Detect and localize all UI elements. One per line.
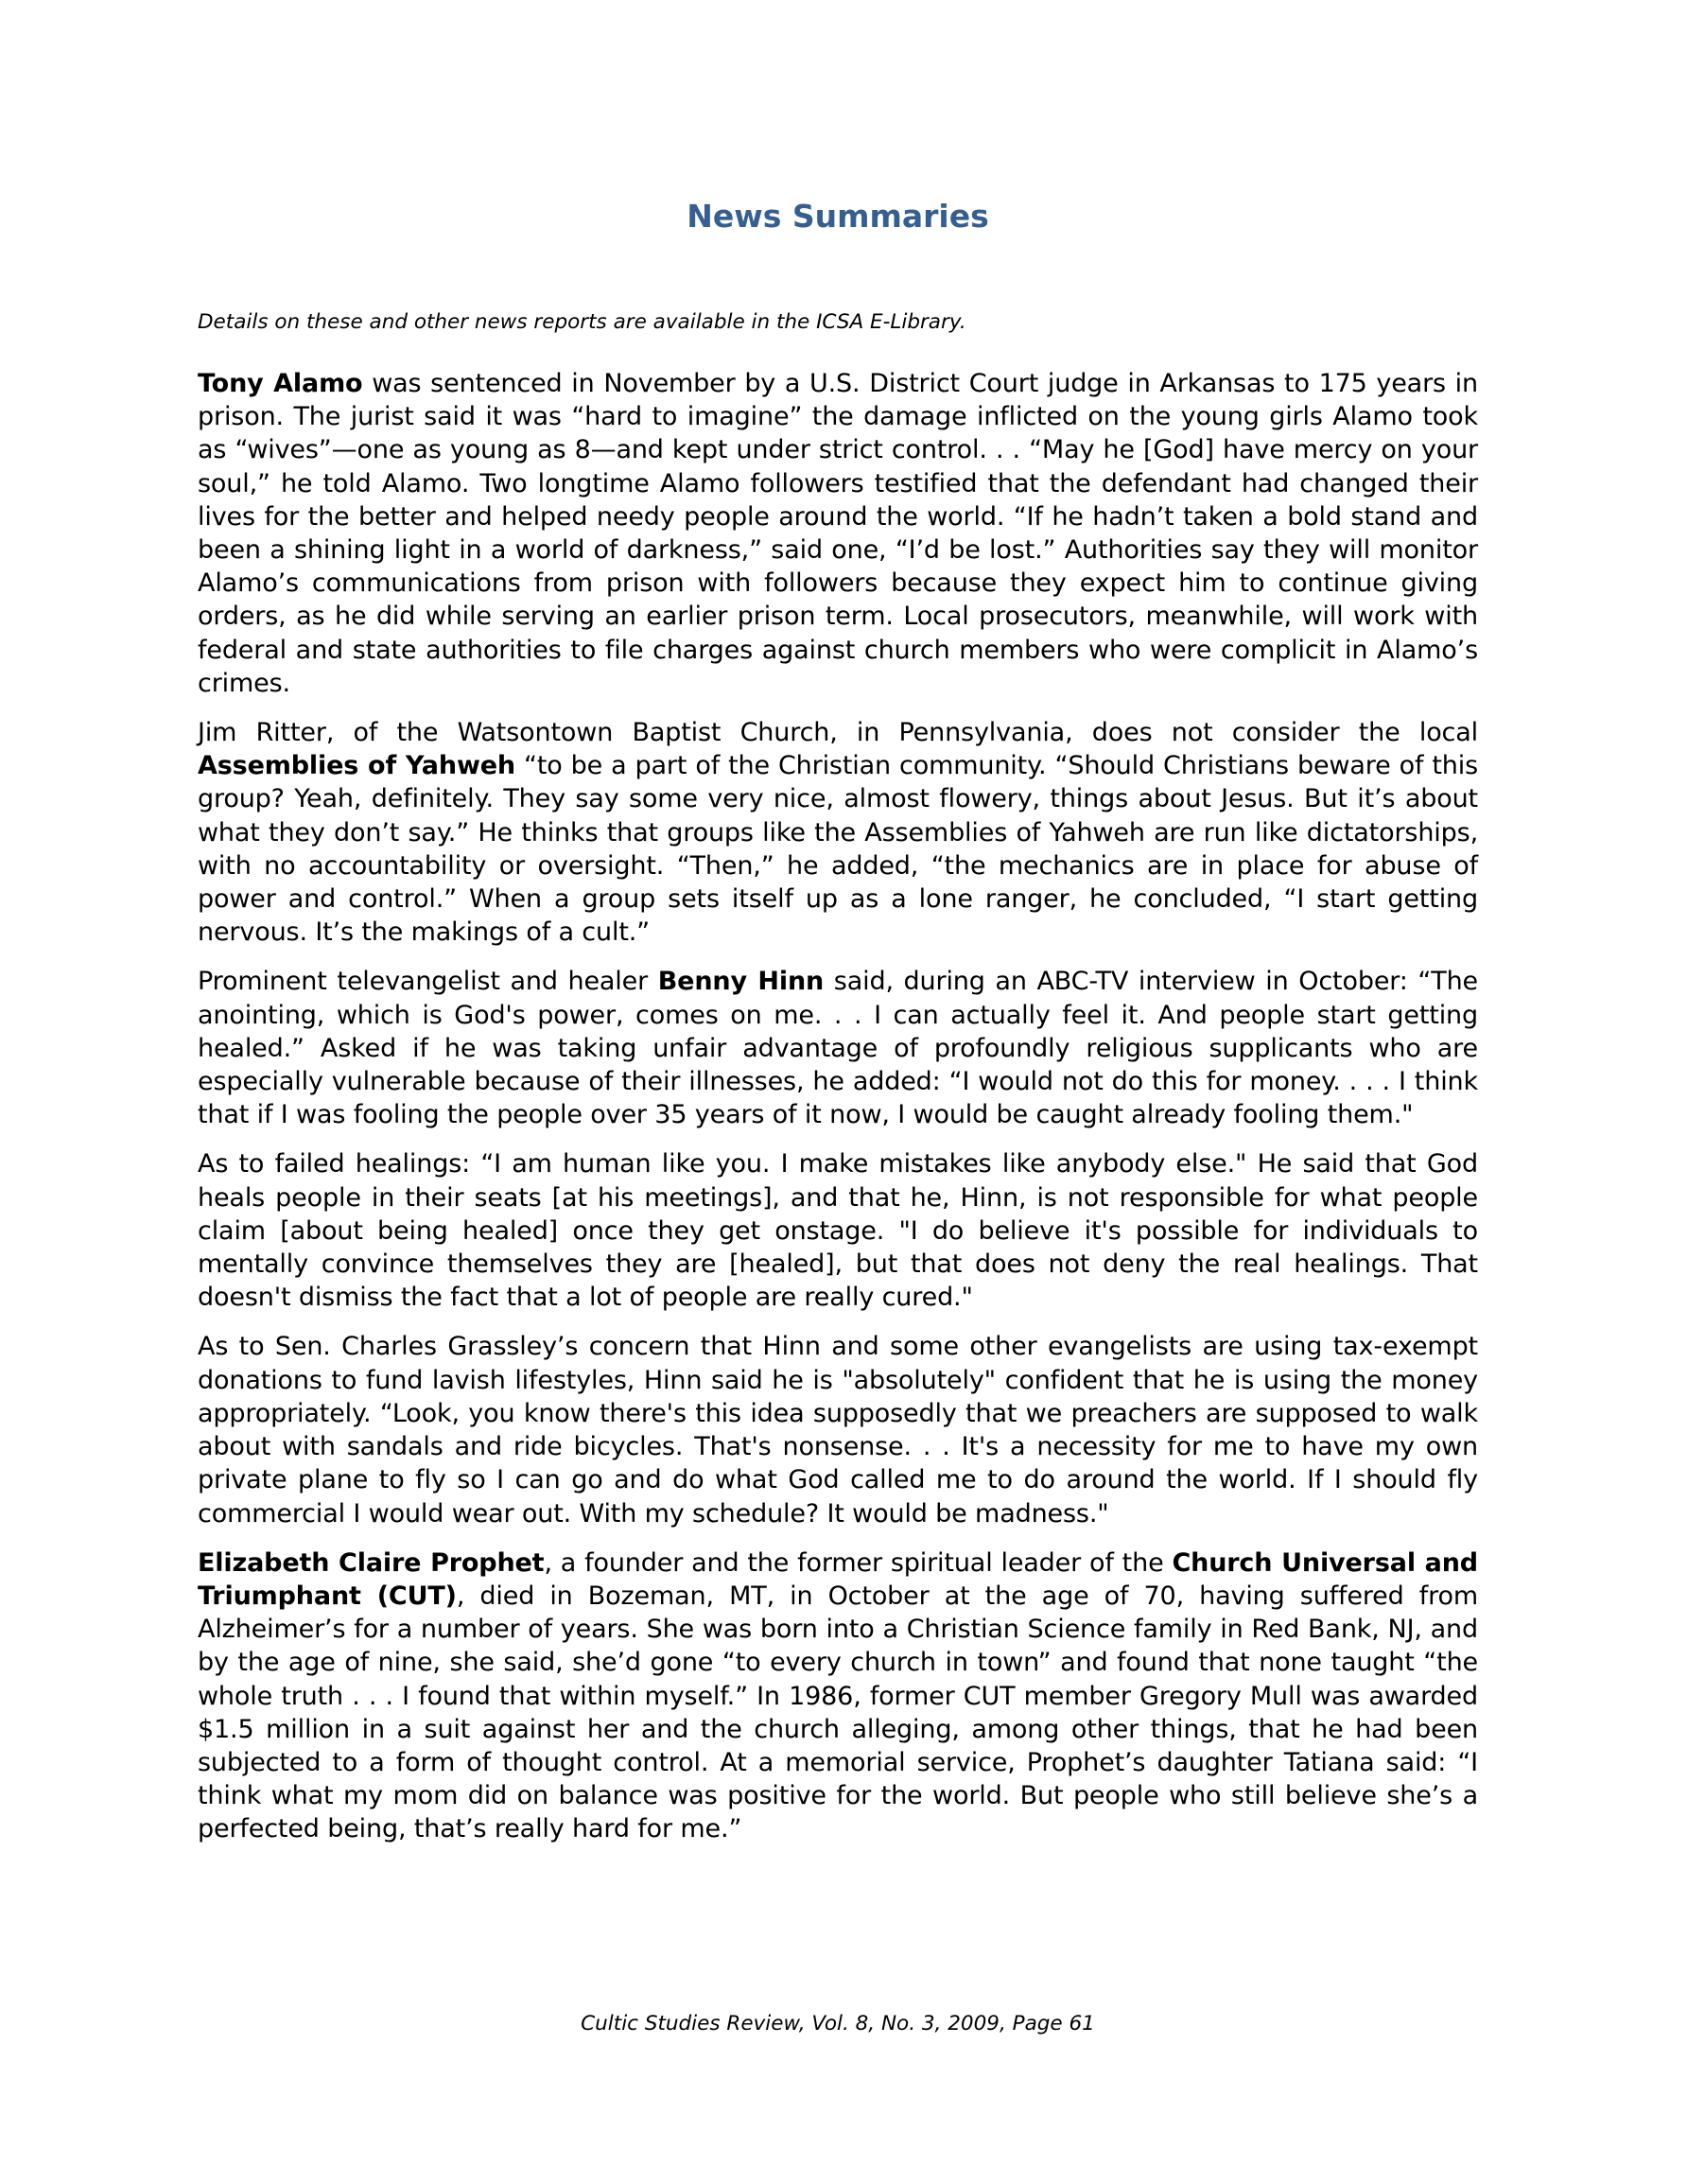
news-item-assemblies-of-yahweh bbox=[198, 716, 1478, 949]
paragraph-text: “to be a part of the Christian community. “Should Christians beware of this group? Yeah, definitely. They say some very nice, almost flowery, things about Jesus. But it’s about what they don’t say.” He thinks that groups like the Assemblies of Yahweh are run like dictatorships, with no accountability or oversight. “Then,” he added, “the mechanics are in place for abuse of power and control.” When a group sets itself up as a lone ranger, he concluded, “I start getting nervous. It’s the makings of a cult.” bbox=[198, 751, 1478, 948]
paragraph-text: As to failed healings: “I am human like you. I make mistakes like anybody else." He said that God heals people in their seats [at his meetings], and that he, Hinn, is not responsible for what people claim [about being healed] once they get onstage. "I do believe it's possible for individuals to mentally convince themselves they are [healed], but that does not deny the real healings. That doesn't dismiss the fact that a lot of people are really cured." bbox=[198, 1149, 1478, 1313]
paragraph-text: , died in Bozeman, MT, in October at the age of 70, having suffered from Alzheimer’s for a number of years. She was born into a Christian Science family in Red Bank, NJ, and by the age of nine, she said, she’d gone “to every church in town” and found that none taught “the whole truth . . . I found that within myself.” In 1986, former CUT member Gregory Mull was awarded $1.5 million in a suit against her and the church alleging, among other things, that he had been subjected to a form of thought control. At a memorial service, Prophet’s daughter Tatiana said: “I think what my mom did on balance was positive for the world. But people who still believe she’s a perfected being, that’s really hard for me.” bbox=[198, 1581, 1478, 1844]
subject-name: Church Universal and Triumphant (CUT) bbox=[198, 1547, 1478, 1611]
subject-name: Tony Alamo bbox=[198, 369, 363, 398]
paragraph-text: was sentenced in November by a U.S. District Court judge in Arkansas to 175 years in prison. The jurist said it was “hard to imagine” the damage inflicted on the young girls Alamo took as “wives”—one as young as 8—and kept under strict control. . . “May he [God] have mercy on your soul,” he told Alamo. Two longtime Alamo followers testified that the defendant had changed their lives for the better and helped needy people around the world. “If he hadn’t taken a bold stand and been a shining light in a world of darkness,” said one, “I’d be lost.” Authorities say they will monitor Alamo’s communications from prison with followers because they expect him to continue giving orders, as he did while serving an earlier prison term. Local prosecutors, meanwhile, will work with federal and state authorities to file charges against church members who were complicit in Alamo’s crimes. bbox=[198, 369, 1478, 698]
paragraph-text: said, during an ABC-TV interview in October: “The anointing, which is God's power, comes on me. . . I can actually feel it. And people start getting healed.” Asked if he was taking unfair advantage of profoundly religious supplicants who are especially vulnerable because of their illnesses, he added: “I would not do this for money. . . . I think that if I was fooling the people over 35 years of it now, I would be caught already fooling them." bbox=[198, 967, 1478, 1130]
news-item-grassley-concern bbox=[198, 1330, 1478, 1529]
news-item-benny-hinn bbox=[198, 965, 1478, 1131]
paragraph-text: Jim Ritter, of the Watsontown Baptist Church, in Pennsylvania, does not consider the local bbox=[198, 718, 1478, 748]
paragraph-text: , a founder and the former spiritual leader of the bbox=[544, 1547, 1173, 1578]
page-title: News Summaries bbox=[687, 198, 989, 235]
news-item-elizabeth-claire-prophet bbox=[198, 1546, 1478, 1846]
subject-name: Benny Hinn bbox=[657, 967, 825, 997]
subject-name: Assemblies of Yahweh bbox=[198, 751, 515, 781]
paragraph-text: Prominent televangelist and healer bbox=[198, 967, 658, 997]
news-body bbox=[198, 367, 1478, 1862]
page-footer: Cultic Studies Review, Vol. 8, No. 3, 2009, Page 61 bbox=[581, 2012, 1095, 2035]
paragraph-text: As to Sen. Charles Grassley’s concern that Hinn and some other evangelists are using tax-exempt donations to fund lavish lifestyles, Hinn said he is "absolutely" confident that he is using the money appropriately. “Look, you know there's this idea supposedly that we preachers are supposed to walk about with sandals and ride bicycles. That's nonsense. . . It's a necessity for me to have my own private plane to fly so I can go and do what God called me to do around the world. If I should fly commercial I would wear out. With my schedule? It would be madness." bbox=[198, 1332, 1478, 1529]
news-item-tony-alamo bbox=[198, 367, 1478, 700]
news-item-failed-healings bbox=[198, 1147, 1478, 1314]
intro-note: Details on these and other news reports are available in the ICSA E-Library. bbox=[198, 310, 966, 334]
subject-name: Elizabeth Claire Prophet bbox=[198, 1547, 545, 1578]
